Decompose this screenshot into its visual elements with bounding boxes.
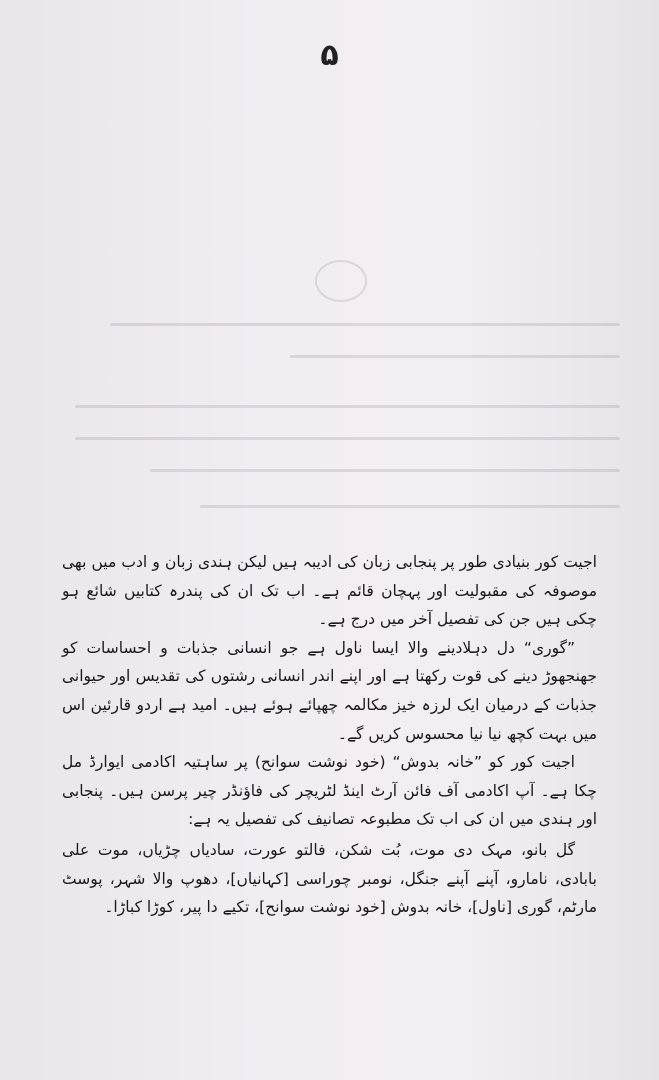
page-number: ۵ <box>320 38 339 73</box>
paragraph-works-list: گل بانو، مہک دی موت، بُت شکن، فالتو عورت، سادیاں چڑیاں، موت علی بابادی، نامارو، آپنے آپنے جنگل، نومبر چوراسی [کہانیاں]، دھوپ والا شہر، پوسٹ مارٹم، گوری [ناول]، خانہ بدوش [خود نوشت سوانح]، تکیے دا پیر، کوڑا کباڑا۔ <box>62 840 597 917</box>
bleed-through-line <box>150 469 620 472</box>
bleed-through-line <box>200 505 620 508</box>
bleed-through-line <box>75 405 620 408</box>
bleed-through-circle <box>315 260 367 302</box>
paragraph-novel: ”گوری“ دل دہلادینے والا ایسا ناول ہے جو انسانی جذبات و احساسات کو جھنجھوڑ دینے کی قوت رکھتا ہے اور اپنے اندر انسانی رشتوں کی تقدیس اور حیوانی جذبات کے درمیان ایک لرزہ خیز مکالمہ چھپائے ہوئے ہیں۔ امید ہے اردو قارئین اس میں بہت کچھ نیا نیا محسوس کریں گے۔ <box>62 638 597 743</box>
bleed-through-line <box>290 355 620 358</box>
bleed-through-line <box>110 323 620 326</box>
body-text <box>62 548 597 922</box>
paragraph-award: اجیت کور کو ”خانہ بدوش“ (خود نوشت سوانح) پر ساہتیہ اکادمی ایوارڈ مل چکا ہے۔ آپ اکادمی آف فائن آرٹ اینڈ لٹریچر کی فاؤنڈر چیر پرسن ہیں۔ پنجابی اور ہندی میں ان کی اب تک مطبوعہ تصانیف کی تفصیل یہ ہے: <box>62 753 597 829</box>
bleed-through-line <box>75 437 620 440</box>
bleed-through-text <box>60 255 620 555</box>
paragraph-intro: اجیت کور بنیادی طور پر پنجابی زبان کی ادیبہ ہیں لیکن ہندی زبان و ادب میں بھی موصوفہ کی مقبولیت اور پہچان قائم ہے۔ اب تک ان کی پندرہ کتابیں شائع ہو چکی ہیں جن کی تفصیل آخر میں درج ہے۔ <box>62 553 597 629</box>
